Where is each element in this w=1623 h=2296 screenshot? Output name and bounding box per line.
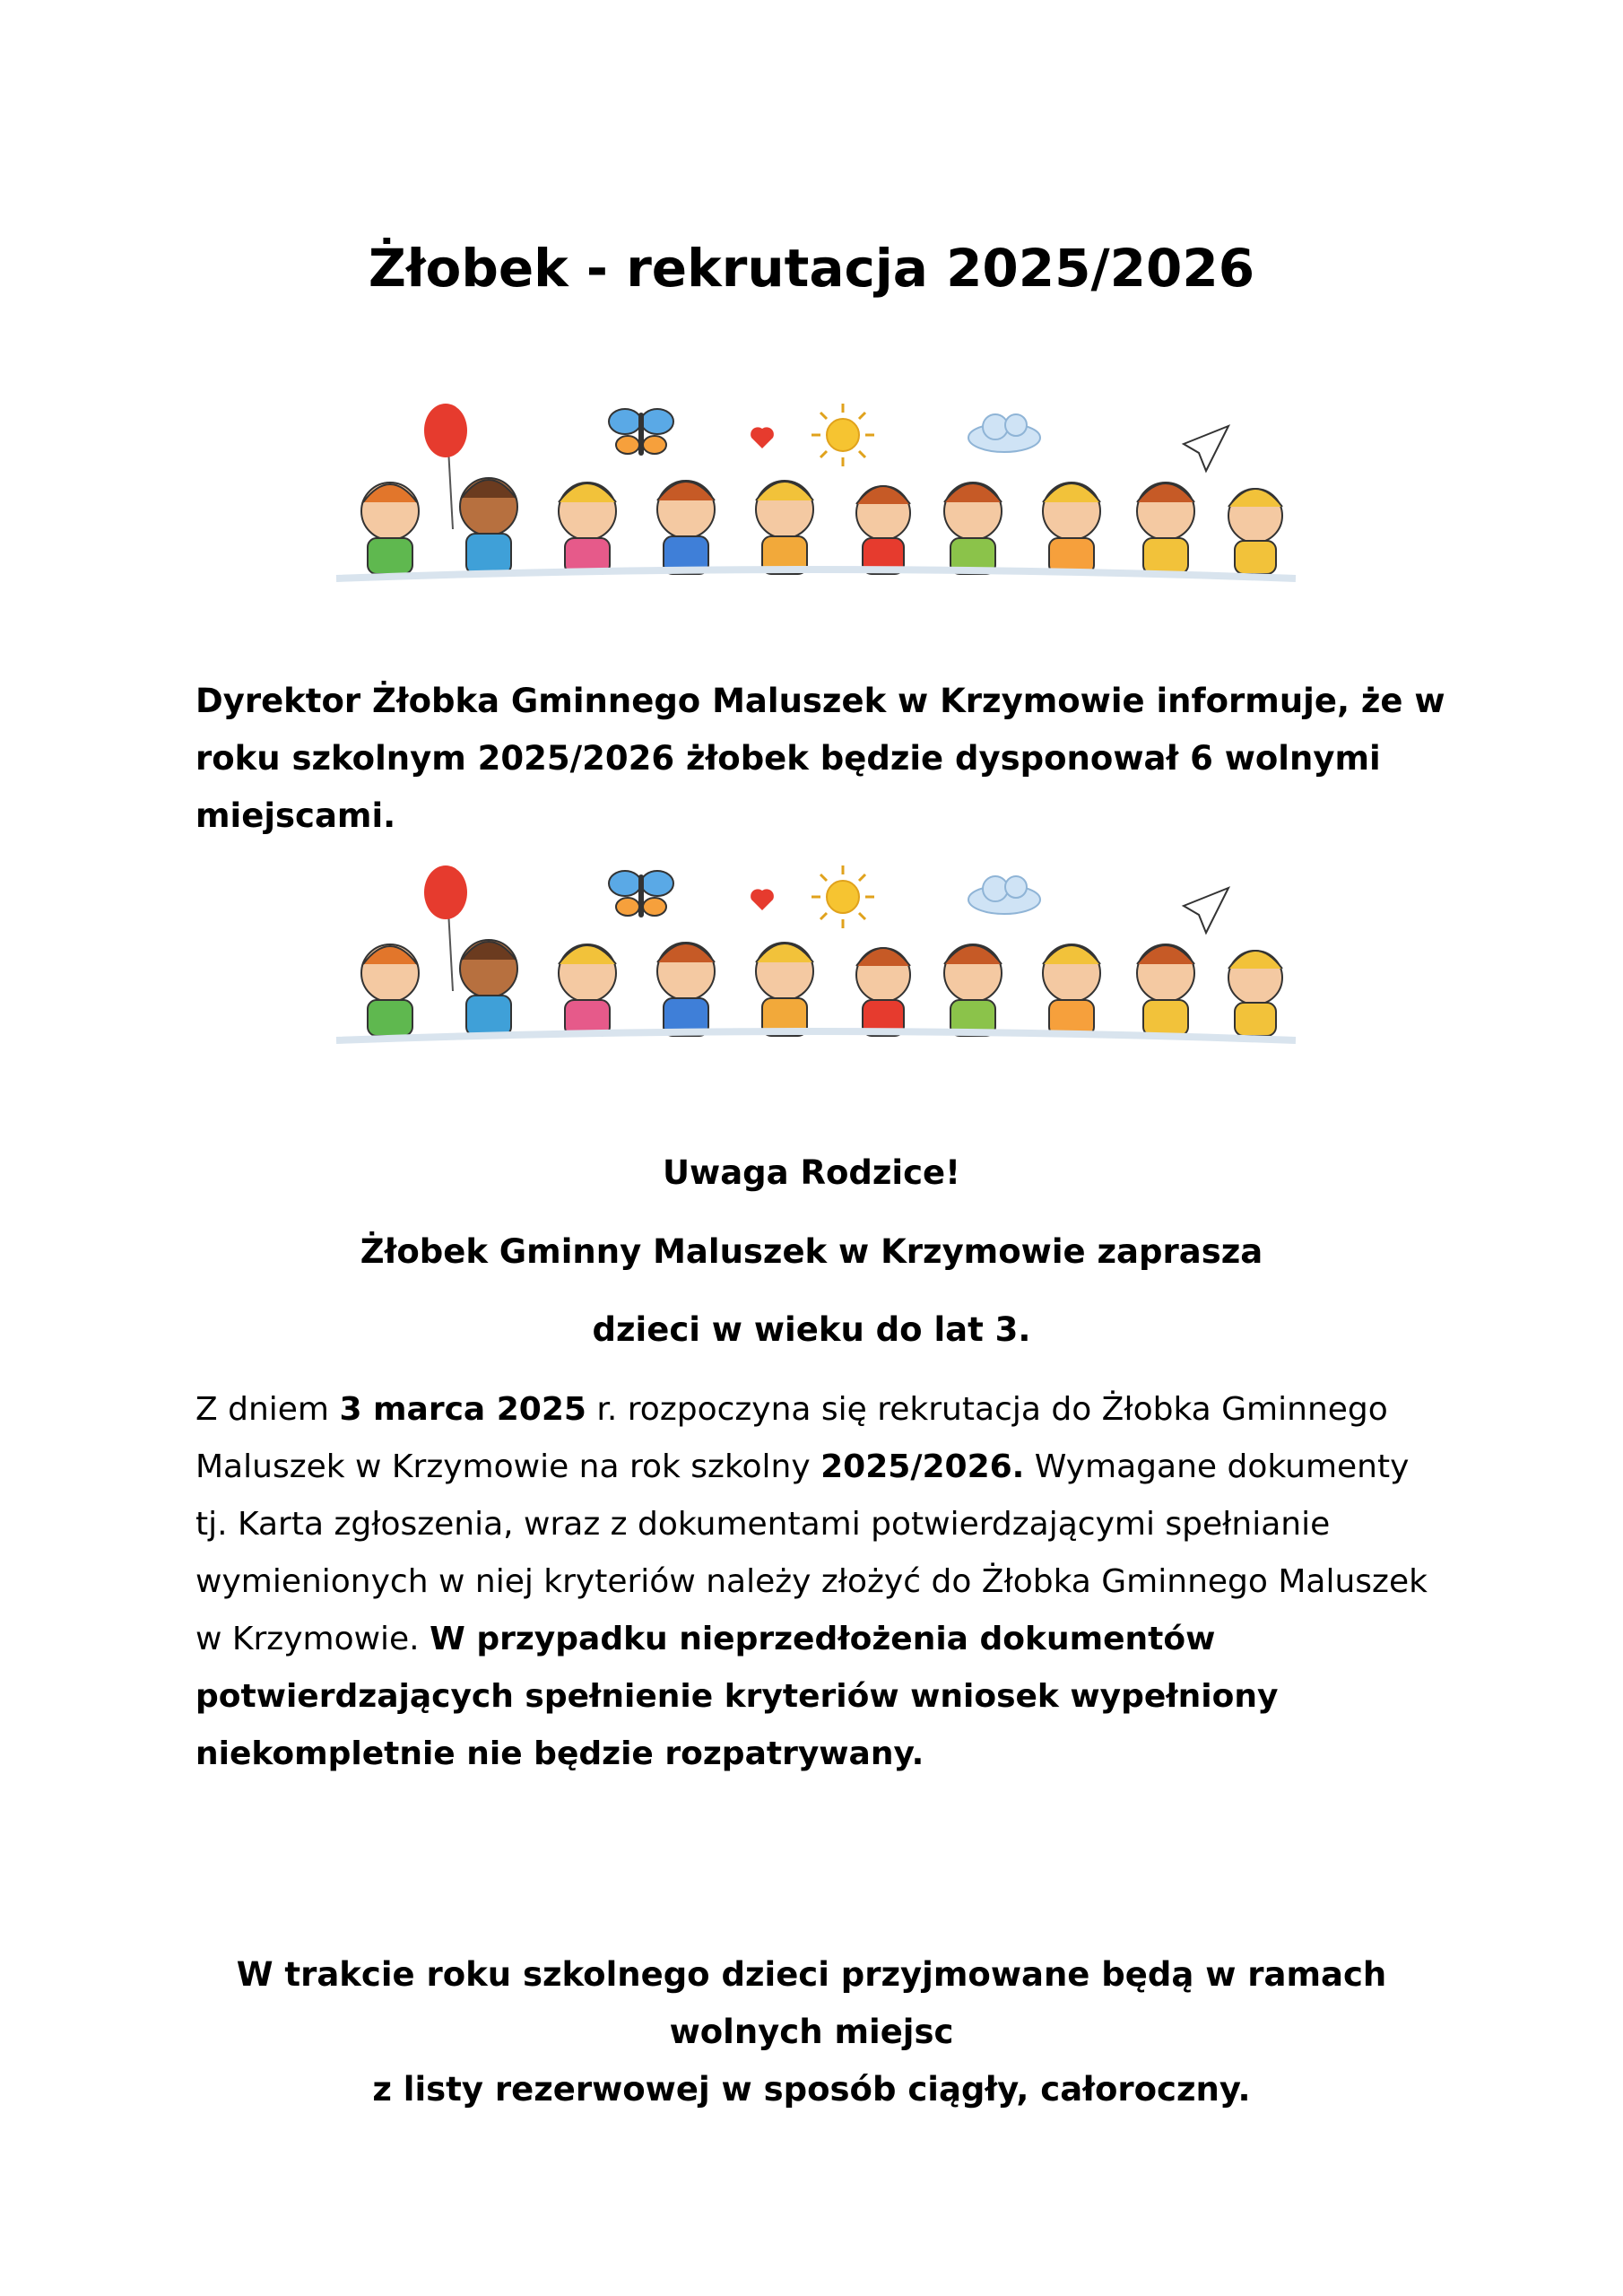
butterfly-icon <box>609 409 673 456</box>
body-text-3: Wymagane dokumenty tj. Karta zgłoszenia, wraz z dokumentami potwierdzającymi spełnianie wymienionych w niej kryteriów należy złożyć do Żłobka Gminnego Maluszek w Krzymowie. <box>195 1448 1428 1657</box>
body-text-2: r. rozpoczyna się rekrutacja do Żłobka Gminnego Maluszek w Krzymowie na rok szkolny <box>195 1391 1388 1485</box>
notice-heading: Uwaga Rodzice! <box>662 1153 961 1192</box>
sun-icon <box>812 865 874 928</box>
document-title: Żłobek - rekrutacja 2025/2026 <box>368 237 1255 299</box>
closing-line-3: z listy rezerwowej w sposób ciągły, całoroczny. <box>372 2070 1251 2109</box>
sun-icon <box>812 404 874 466</box>
recruitment-date: 3 marca 2025 <box>339 1391 586 1428</box>
heart-icon <box>751 427 774 448</box>
school-year: 2025/2026. <box>820 1448 1025 1485</box>
notice-invitation: Żłobek Gminny Maluszek w Krzymowie zaprasza <box>360 1232 1263 1271</box>
paper-plane-icon <box>1184 426 1228 471</box>
paper-plane-icon <box>1184 888 1228 933</box>
butterfly-icon <box>609 871 673 918</box>
children-row <box>361 940 1282 1036</box>
notice-age: dzieci w wieku do lat 3. <box>592 1310 1031 1349</box>
closing-line-1: W trakcie roku szkolnego dzieci przyjmowane będą w ramach <box>236 1955 1387 1994</box>
body-text-1: Z dniem <box>195 1391 340 1428</box>
intro-paragraph: Dyrektor Żłobka Gminnego Maluszek w Krzymowie informuje, że w roku szkolnym 2025/2026 żłobek będzie dysponował 6 wolnymi miejscami. <box>195 682 1445 835</box>
closing-line-2: wolnych miejsc <box>669 2013 954 2051</box>
children-row <box>361 478 1282 574</box>
children-illustration-middle <box>327 857 1305 1063</box>
recruitment-paragraph <box>195 1381 1451 1783</box>
heart-icon <box>751 889 774 910</box>
cloud-icon <box>968 414 1040 452</box>
children-illustration-top <box>327 395 1305 601</box>
closing-note <box>179 1946 1444 2118</box>
cloud-icon <box>968 876 1040 914</box>
incomplete-warning: W przypadku nieprzedłożenia dokumentów potwierdzających spełnienie kryteriów wniosek wypełniony niekompletnie nie będzie rozpatrywany. <box>195 1621 1279 1772</box>
